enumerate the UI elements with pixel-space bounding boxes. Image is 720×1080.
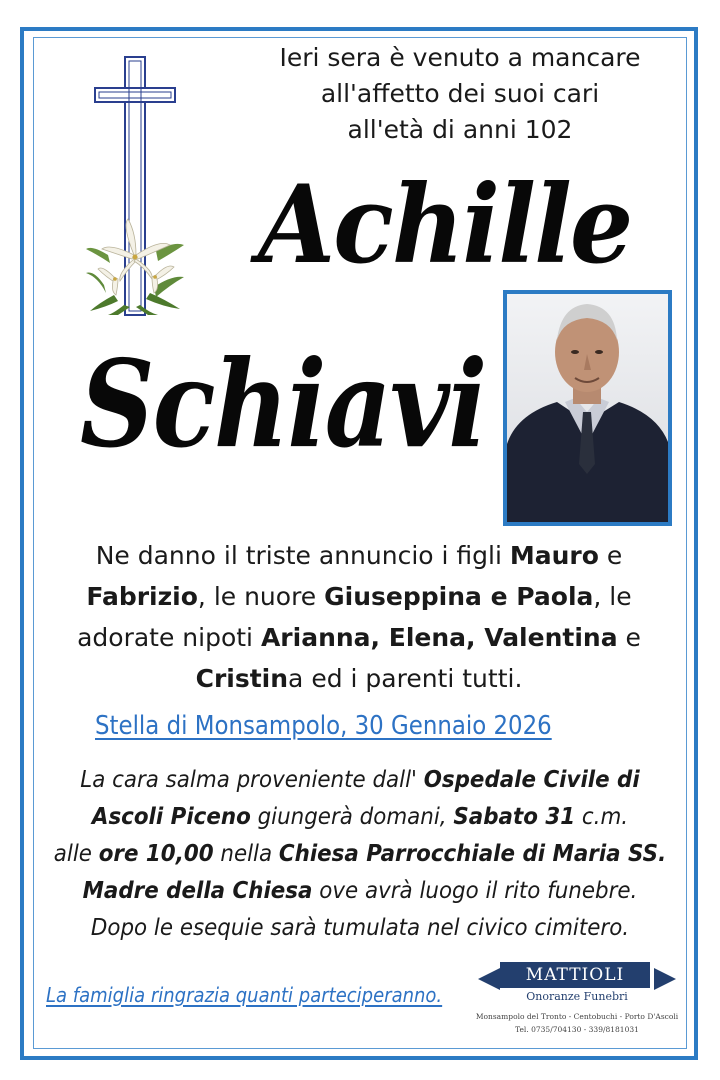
lily-icon [84, 215, 188, 315]
announcement-text [48, 535, 670, 699]
agency-locations: Monsampolo del Tronto - Centobuchi - Porto D'Ascoli [475, 1012, 679, 1021]
intro-line-2: all'affetto dei suoi cari [320, 79, 600, 108]
thanks-text: La famiglia ringrazia quanti parteciperanno. [46, 983, 443, 1007]
funeral-line-3: alle ore 10,00 nella Chiesa Parrocchiale di Maria SS. [53, 841, 667, 867]
announcement-line-3: adorate nipoti Arianna, Elena, Valentina e [77, 623, 641, 652]
funeral-line-5: Dopo le esequie sarà tumulata nel civico cimitero. [90, 915, 630, 941]
intro-line-3: all'età di anni 102 [347, 115, 573, 144]
funeral-details [30, 762, 690, 947]
funeral-line-1: La cara salma proveniente dall' Ospedale Civile di [80, 767, 640, 793]
intro-line-1: Ieri sera è venuto a mancare [279, 43, 641, 72]
place-date: Stella di Monsampolo, 30 Gennaio 2026 [95, 711, 552, 741]
agency-name: MATTIOLI [500, 962, 650, 988]
announcement-line-4: Cristina ed i parenti tutti. [195, 664, 523, 693]
logo-ribbon-right [654, 968, 676, 990]
deceased-last-name: Schiavi [80, 334, 486, 475]
intro-text [250, 40, 670, 148]
agency-logo [474, 960, 680, 1040]
announcement-line-2: Fabrizio, le nuore Giuseppina e Paola, le [86, 582, 632, 611]
announcement-line-1: Ne danno il triste annuncio i figli Mauro e [95, 541, 623, 570]
agency-subtitle: Onoranze Funebri [526, 990, 628, 1003]
funeral-line-2: Ascoli Piceno giungerà domani, Sabato 31 c.m. [91, 804, 629, 830]
deceased-photo [503, 290, 672, 526]
deceased-first-name: Achille [258, 162, 632, 288]
funeral-line-4: Madre della Chiesa ove avrà luogo il rito funebre. [82, 878, 638, 904]
logo-ribbon-left [478, 968, 500, 990]
agency-phone: Tel. 0735/704130 - 339/8181031 [515, 1025, 639, 1034]
